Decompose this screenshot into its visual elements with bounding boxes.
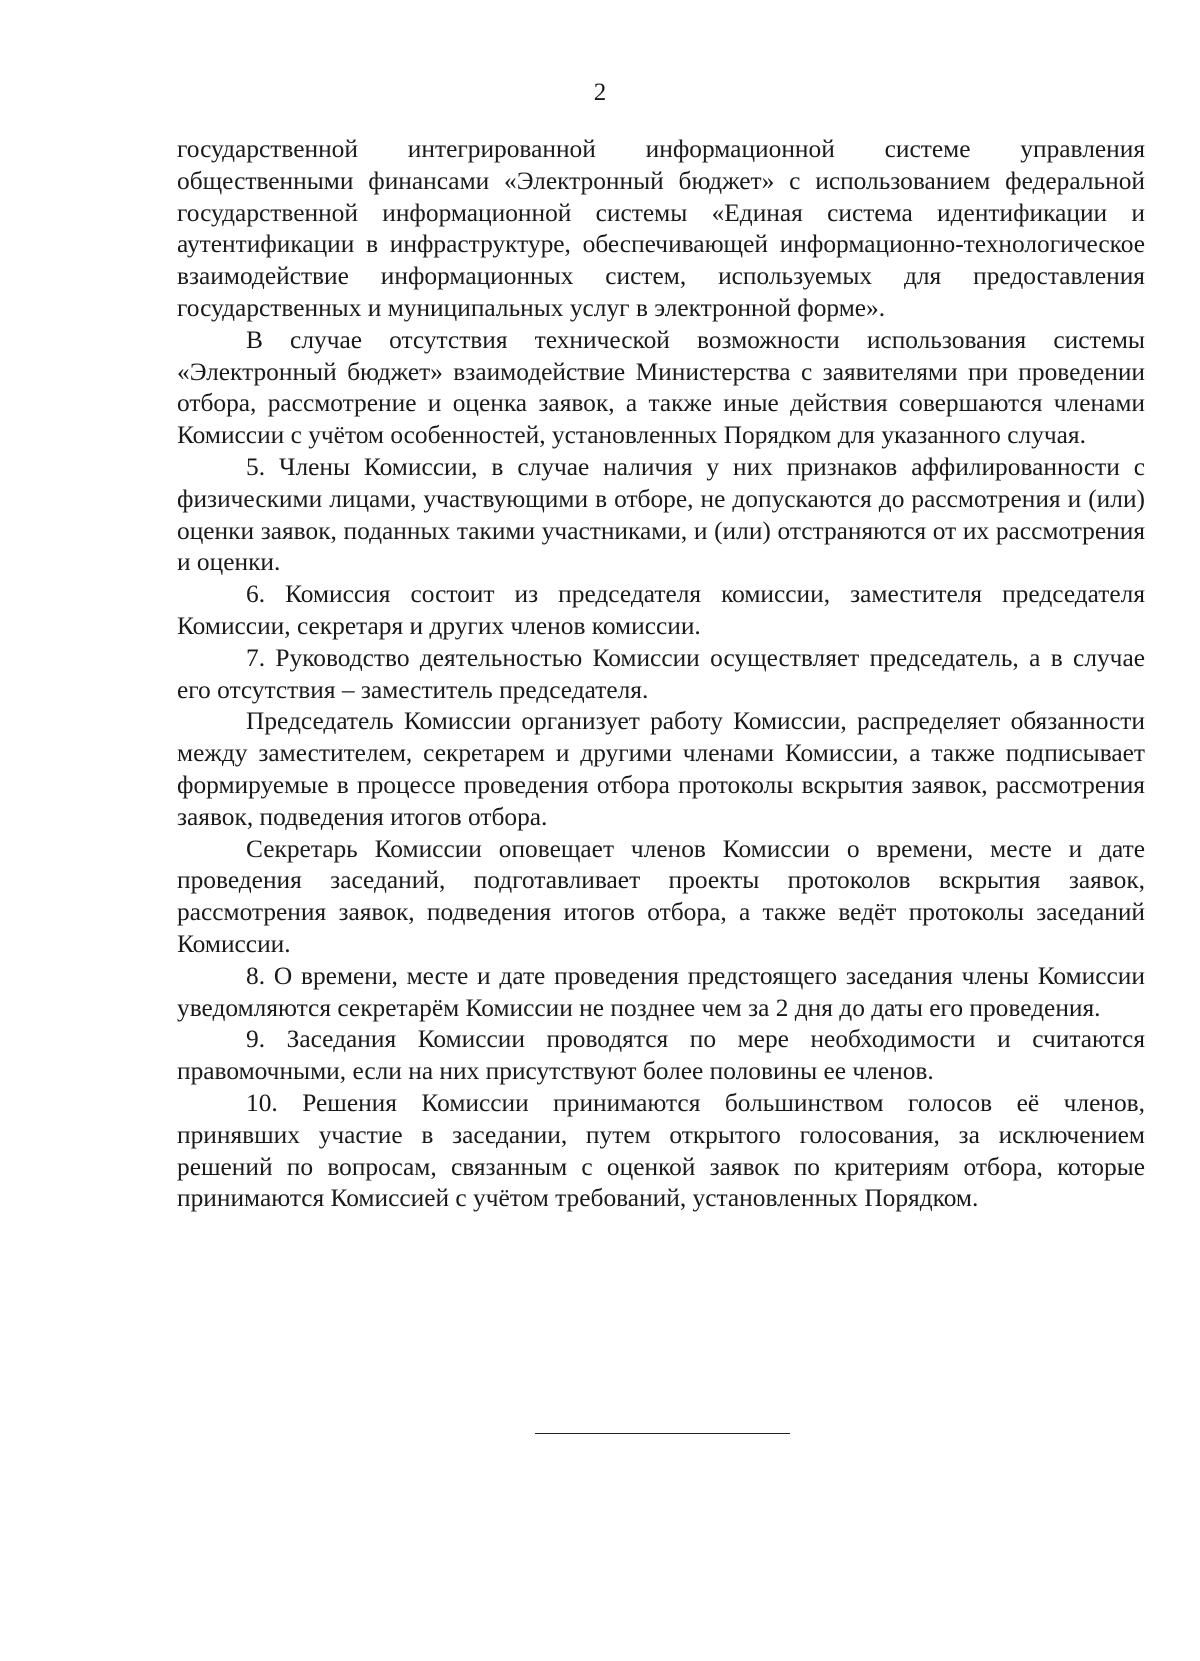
paragraph-technical-fallback: В случае отсутствия технической возможности использования системы «Электронный бюджет» взаимодействие Министерства с заявителями при проведении отбора, рассмотрение и оценка заявок, а также иные действия совершаются членами Комиссии с учётом особенностей, установленных Порядком для указанного случая.: [177, 325, 1145, 450]
page-number: 2: [593, 79, 607, 106]
paragraph-chairman-duties: Председатель Комиссии организует работу Комиссии, распределяет обязанности между заместителем, секретарем и другими членами Комиссии, а также подписывает формируемые в процессе проведения отбора протоколы вскрытия заявок, рассмотрения заявок, подведения итогов отбора.: [177, 707, 1145, 831]
paragraph-item-5: 5. Члены Комиссии, в случае наличия у них признаков аффилированности с физическими лицами, участвующими в отборе, не допускаются до рассмотрения и (или) оценки заявок, поданных такими участниками, и (или) отстраняются от их рассмотрения и оценки.: [177, 452, 1145, 577]
paragraph-secretary-duties: Секретарь Комиссии оповещает членов Комиссии о времени, месте и дате проведения заседаний, подготавливает проекты протоколов вскрытия заявок, рассмотрения заявок, подведения итогов отбора, а также ведёт протоколы заседаний Комиссии.: [177, 834, 1145, 958]
paragraph-item-6: 6. Комиссия состоит из председателя комиссии, заместителя председателя Комиссии, секретаря и других членов комиссии.: [177, 580, 1145, 640]
paragraph-item-7: 7. Руководство деятельностью Комиссии осуществляет председатель, а в случае его отсутствия – заместитель председателя.: [177, 643, 1145, 704]
paragraph-continuation: государственной интегрированной информационной системе управления общественными финансами «Электронный бюджет» с использованием федеральной государственной информационной системы «Единая система идентификации и аутентификации в инфраструктуре, обеспечивающей информационно-технологическое взаимодействие информационных систем, используемых для предоставления государственных и муниципальных услуг в электронной форме».: [177, 135, 1145, 322]
document-body: [177, 134, 1145, 1215]
end-of-document-rule: [535, 1433, 790, 1434]
paragraph-item-8: 8. О времени, месте и дате проведения предстоящего заседания члены Комиссии уведомляются секретарём Комиссии не позднее чем за 2 дня до даты его проведения.: [177, 961, 1145, 1022]
paragraph-item-10: 10. Решения Комиссии принимаются большинством голосов её членов, принявших участие в заседании, путем открытого голосования, за исключением решений по вопросам, связанным с оценкой заявок по критериям отбора, которые принимаются Комиссией с учётом требований, установленных Порядком.: [177, 1088, 1145, 1213]
paragraph-item-9: 9. Заседания Комиссии проводятся по мере необходимости и считаются правомочными, если на них присутствуют более половины ее членов.: [177, 1025, 1145, 1086]
